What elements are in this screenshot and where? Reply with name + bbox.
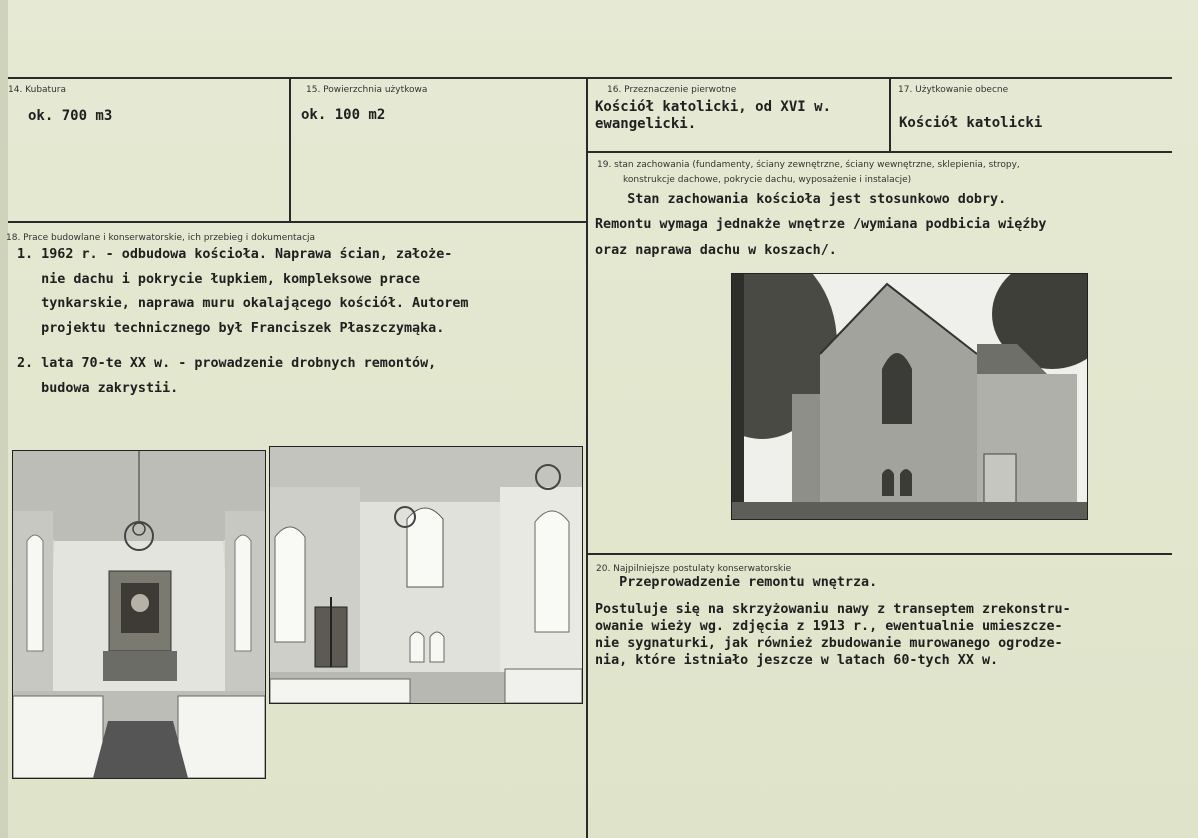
field-16-line-2: ewangelicki. [595, 116, 697, 132]
photo-church-exterior [731, 273, 1088, 520]
divider-16-17 [889, 77, 891, 151]
field-19-label-line-1: 19. stan zachowania (fundamenty, ściany zewnętrzne, ściany wewnętrzne, sklepienia, stropy, [597, 160, 1020, 170]
rule-14-18 [8, 221, 587, 223]
field-20-line-4: nie sygnaturki, jak również zbudowanie murowanego ogrodze- [595, 636, 1063, 651]
field-16-line-1: Kościół katolicki, od XVI w. [595, 99, 832, 115]
field-19-line-2: Remontu wymaga jednakże wnętrze /wymiana podbicia więźby [595, 217, 1047, 232]
top-rule [8, 77, 1172, 79]
field-20-line-2: Postuluje się na skrzyżowaniu nawy z transeptem zrekonstru- [595, 602, 1071, 617]
field-14-label: 14. Kubatura [8, 85, 67, 95]
photo-interior-nave [269, 446, 583, 704]
field-19-line-1: Stan zachowania kościoła jest stosunkowo dobry. [595, 192, 1007, 207]
field-18-line-6: budowa zakrystii. [17, 381, 179, 396]
field-18-line-3: tynkarskie, naprawa muru okalającego kościół. Autorem [17, 296, 469, 311]
field-15-label: 15. Powierzchnia użytkowa [306, 85, 428, 95]
field-18-line-1: 1. 1962 r. - odbudowa kościoła. Naprawa ścian, założe- [17, 247, 453, 262]
field-18-line-5: 2. lata 70-te XX w. - prowadzenie drobnych remontów, [17, 356, 437, 371]
church-interior-nave-photo-icon [270, 447, 582, 703]
divider-14-15 [289, 77, 291, 223]
church-exterior-photo-icon [732, 274, 1087, 519]
field-17-label: 17. Użytkowanie obecne [898, 85, 1009, 95]
rule-16-19 [588, 151, 1172, 153]
field-20-label: 20. Najpilniejsze postulaty konserwatorskie [596, 564, 792, 574]
rule-19-20 [588, 553, 1172, 555]
field-14-value: ok. 700 m3 [28, 108, 113, 124]
church-interior-altar-photo-icon [13, 451, 265, 778]
photo-interior-altar [12, 450, 266, 779]
field-17-value: Kościół katolicki [899, 115, 1043, 131]
field-19-line-3: oraz naprawa dachu w koszach/. [595, 243, 837, 258]
field-15-value: ok. 100 m2 [301, 107, 386, 123]
field-18-line-2: nie dachu i pokrycie łupkiem, kompleksowe prace [17, 272, 421, 287]
card-edge [0, 0, 8, 838]
field-18-label: 18. Prace budowlane i konserwatorskie, ich przebieg i dokumentacja [6, 233, 316, 243]
field-20-line-5: nia, które istniało jeszcze w latach 60-tych XX w. [595, 653, 999, 668]
divider-main [586, 77, 588, 838]
field-20-line-3: owanie wieży wg. zdjęcia z 1913 r., ewentualnie umieszcze- [595, 619, 1063, 634]
field-20-line-1: Przeprowadzenie remontu wnętrza. [595, 575, 878, 590]
field-18-line-4: projektu technicznego był Franciszek Płaszczymąka. [17, 321, 445, 336]
field-16-label: 16. Przeznaczenie pierwotne [607, 85, 737, 95]
field-19-label-line-2: konstrukcje dachowe, pokrycie dachu, wyposażenie i instalacje) [623, 175, 912, 185]
